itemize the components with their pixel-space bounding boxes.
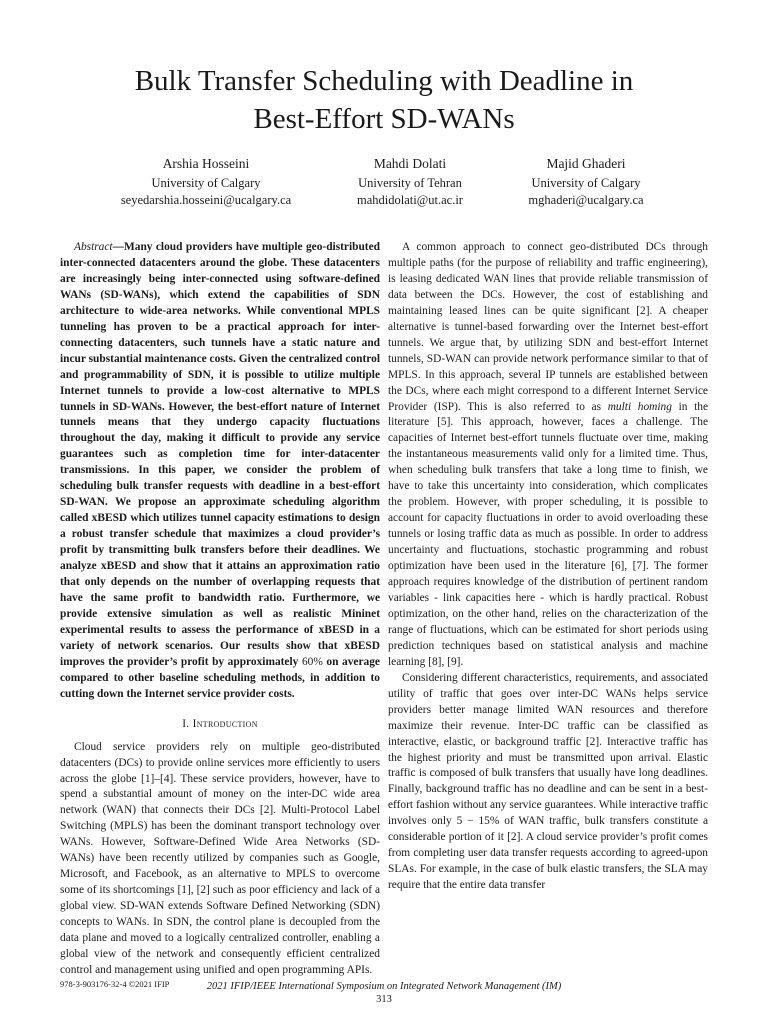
section-numeral: I.	[182, 717, 193, 730]
abstract-percent: 60%	[301, 655, 323, 668]
venue-line: 2021 IFIP/IEEE International Symposium on Integrated Network Management (IM)	[206, 981, 562, 992]
title-line-2: Best-Effort SD-WANs	[253, 103, 515, 135]
paragraph-text: in the literature [5]. This approach, however, faces a challenge. The capacities of Internet best-effort tunnels fluctuate over time, making the instantaneous measurements valid only for a limited time. Thus, when scheduling bulk transfers that take a long time to finish, we have to take this uncertainty into consideration, which complicates the problem. However, with proper scheduling, it is possible to account for capacity fluctuations in order to avoid overloading these tunnels or losing traffic data as much as possible. In order to address uncertainty and fluctuations, stochastic programming and robust optimization have been used in the literature [6], [7]. The former approach requires knowledge of the distribution of pertinent random variables - link capacities here - which is hardly practical. Robust optimization, on the other hand, relies on the characterization of the range of fluctuations, which can be estimated for short periods using prediction techniques based on statistical analysis and machine learning [8], [9].	[388, 400, 709, 668]
paragraph-text: of WAN traffic, bulk transfers constitute a considerable portion of it [2]. A cloud service provider’s profit comes from completing user data transfer requests according to agreed-upon SLAs. For example, in the case of bulk elastic transfers, the SLA may require that the entire data transfer	[388, 815, 709, 892]
range-value: 5 − 15%	[456, 815, 500, 828]
author-block	[466, 155, 706, 209]
author-name: Mahdi Dolati	[373, 156, 447, 171]
paper-title	[60, 62, 708, 138]
abstract-label: Abstract	[74, 241, 113, 253]
paragraph-text: Considering different characteristics, requirements, and associated utility of traffic that goes over inter-DC WANs helps service providers better manage limited WAN resources and therefore maximize their revenue. Inter-DC traffic can be classified as interactive, elastic, or background traffic [2]. Interactive traffic has the highest priority and must be transmitted upon arrival. Elastic traffic is composed of bulk transfers that usually have long deadlines. Finally, background traffic has no deadline and can be sent in a best-effort fashion without any service guarantees. While interactive traffic involves only	[388, 671, 708, 828]
body-paragraph	[388, 671, 708, 894]
author-affiliation: University of Tehran	[358, 176, 462, 190]
page-footer	[60, 980, 708, 1006]
right-column	[388, 240, 708, 894]
author-name: Majid Ghaderi	[546, 156, 626, 171]
section-heading-introduction	[60, 717, 380, 733]
author-name: Arshia Hosseini	[162, 156, 250, 171]
author-email: seyedarshia.hosseini@ucalgary.ca	[120, 193, 292, 207]
left-column	[60, 240, 380, 990]
title-line-1: Bulk Transfer Scheduling with Deadline in	[134, 65, 634, 97]
author-affiliation: University of Calgary	[531, 176, 641, 190]
paragraph-text: A common approach to connect geo-distributed DCs through multiple paths (for the purpose of reliability and traffic engineering), is leasing dedicated WAN lines that provide reliable transmission of data between the DCs. However, the cost of establishing and maintaining leased lines can be quite significant [2]. A cheaper alternative is tunnel-based forwarding over the Internet best-effort tunnels. We argue that, by utilizing SDN and best-effort Internet tunnels, SD-WAN can provide network performance similar to that of MPLS. In this approach, several IP tunnels are established between the DCs, where each might correspond to a different Internet Service Provider (ISP). This is also referred to as	[388, 241, 708, 413]
author-email: mahdidolati@ut.ac.ir	[357, 193, 463, 207]
abstract-body: —Many cloud providers have multiple geo-distributed inter-connected datacenters around the globe. These datacenters are increasingly being inter-connected using software-defined WANs (SD-WANs), which extend the capabilities of SDN architecture to wide-area networks. While conventional MPLS tunneling has proven to be a practical approach for inter-connecting datacenters, such tunnels have a static nature and incur substantial maintenance costs. Given the centralized control and programmability of SDN, it is possible to utilize multiple Internet tunnels to provide a low-cost alternative to MPLS tunnels in SD-WANs. However, the best-effort nature of Internet tunnels means that they undergo capacity fluctuations throughout the day, making it difficult to provide any service guarantees such as completion time for inter-datacenter transmissions. In this paper, we consider the problem of scheduling bulk transfer requests with deadline in a best-effort SD-WAN. We propose an approximate scheduling algorithm called xBESD which utilizes tunnel capacity estimations to design a robust transfer schedule that maximizes a cloud provider’s profit by transmitting bulk transfers before their deadlines. We analyze xBESD and show that it attains an approximation ratio that only depends on the number of overlapping requests that have the same profit to bandwidth ratio. Furthermore, we provide extensive simulation as well as realistic Mininet experimental results to assess the performance of xBESD in a variety of network scenarios. Our results show that xBESD improves the provider’s profit by approximately	[60, 241, 380, 668]
intro-paragraph: Cloud service providers rely on multiple geo-distributed datacenters (DCs) to provide online services more efficiently to users across the globe [1]–[4]. These service providers, however, have to spend a substantial amount of money on the inter-DC wide area network (WAN) that connects their DCs [2]. Multi-Protocol Label Switching (MPLS) has been the dominant transport technology over WANs. However, Software-Defined Wide Area Networks (SD-WANs) have been recently utilized by companies such as Google, Microsoft, and Facebook, as an alternative to MPLS to overcome some of its shortcomings [1], [2] such as poor efficiency and lack of a global view. SD-WAN extends Software Defined Networking (SDN) concepts to WANs. In SDN, the control plane is decoupled from the data plane and moved to a logically centralized controller, enabling a global view of the network and consequently efficient centralized control and management using unified and open programming APIs.	[60, 740, 380, 976]
emphasis-text: multi homing	[607, 400, 672, 413]
section-title: Introduction	[192, 717, 258, 730]
copyright-notice: 978-3-903176-32-4 ©2021 IFIP	[60, 978, 170, 989]
abstract	[60, 240, 380, 703]
page-number: 313	[376, 994, 392, 1005]
author-affiliation: University of Calgary	[151, 176, 261, 190]
author-email: mghaderi@ucalgary.ca	[528, 193, 644, 207]
abstract-tail: on average compared to other baseline scheduling methods, in addition to cutting down the Internet service provider costs.	[60, 655, 380, 700]
body-paragraph	[388, 240, 708, 671]
